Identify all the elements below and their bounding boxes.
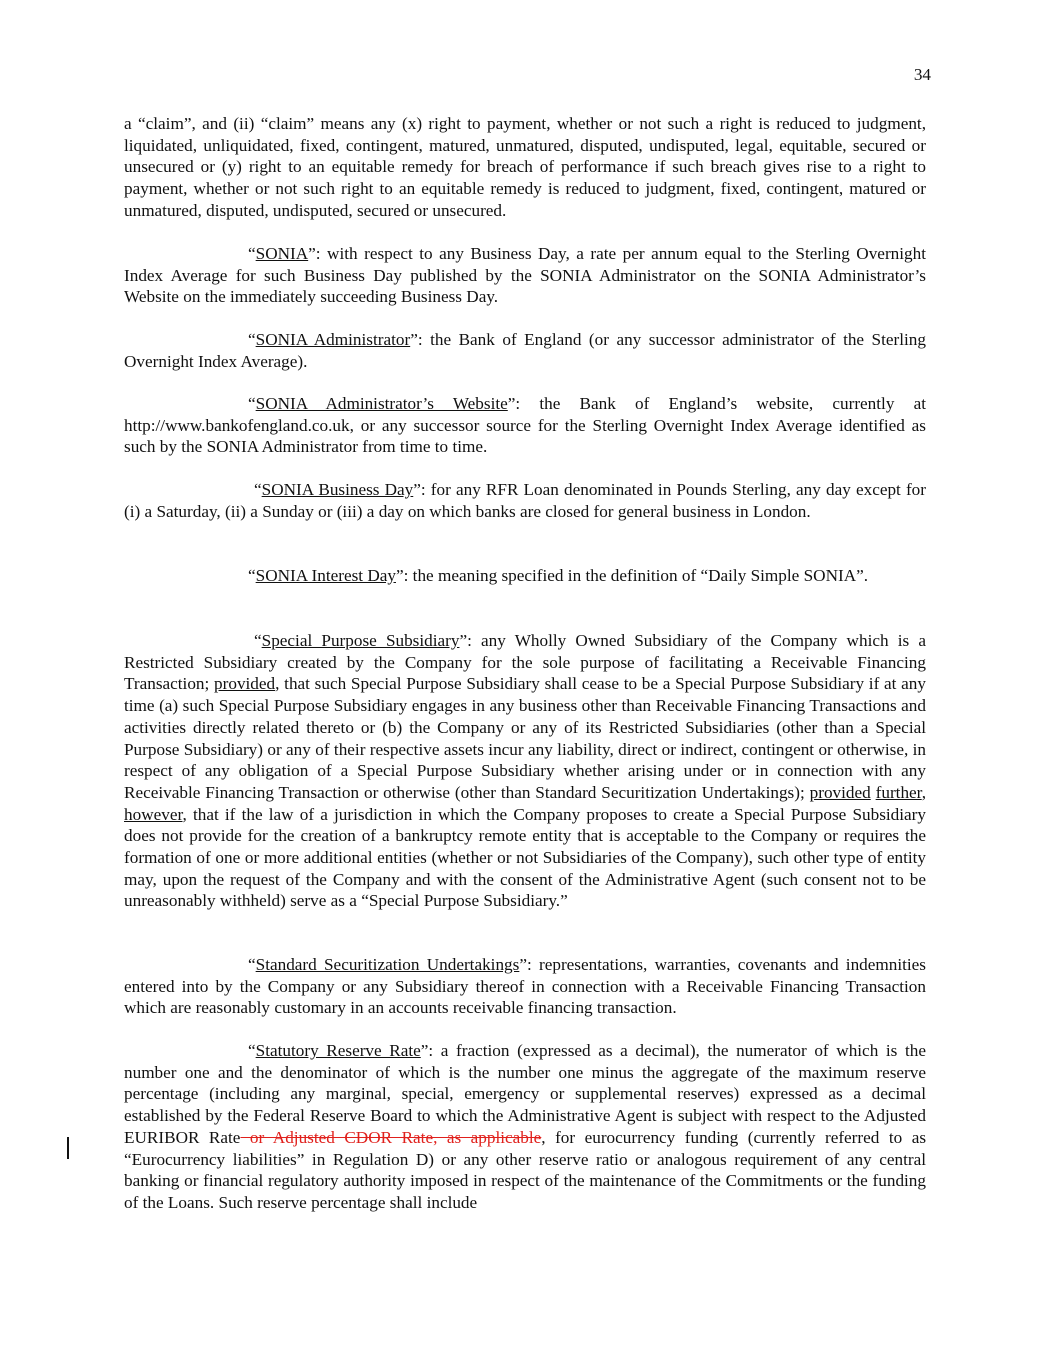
provided-term-2: provided [809,782,871,802]
defined-term-special-purpose-subsidiary: Special Purpose Subsidiary [261,631,460,650]
however-term: however [124,804,183,824]
definition-statutory-reserve-rate: “Statutory Reserve Rate”: a fraction (expressed as a decimal), the numerator of which is the number one and the denominator of which is the number one minus the aggregate of the maximum reserve percentage (including any marginal, special, emergency or supplemental reserves) expressed as a decimal established by the Federal Reserve Board to which the Administrative Agent is subject with respect to the Adjusted EURIBOR Rate or Adjusted CDOR Rate, as applicable, for eurocurrency funding (currently referred to as “Eurocurrency liabilities” in Regulation D) or any other reserve ratio or analogous requirement of any central banking or financial regulatory authority imposed in respect of the maintenance of the Commitments or the funding of the Loans. Such reserve percentage shall include [124,1041,927,1212]
definition-sonia-business-day: “SONIA Business Day”: for any RFR Loan denominated in Pounds Sterling, any day except for (i) a Saturday, (ii) a Sunday or (iii) a day on which banks are closed for general business in London. [124,480,926,521]
defined-term-sonia-interest-day: SONIA Interest Day [255,566,396,585]
definition-sonia-administrator: “SONIA Administrator”: the Bank of England (or any successor administrator of the Sterling Overnight Index Average). [124,330,926,371]
provided-term: provided [214,674,276,694]
defined-term-sonia-administrators-website: SONIA Administrator’s Website [255,394,508,413]
definition-special-purpose-subsidiary: “Special Purpose Subsidiary”: any Wholly Owned Subsidiary of the Company which is a Restricted Subsidiary created by the Company for the sole purpose of facilitating a Receivable Financing Transaction; provided, that such Special Purpose Subsidiary shall cease to be a Special Purpose Subsidiary if at any time (a) such Special Purpose Subsidiary engages in any business other than Receivable Financing Transactions and activities directly related thereto or (b) the Company or any of its Restricted Subsidiaries (other than a Special Purpose Subsidiary) or any of their respective assets incur any liability, direct or indirect, contingent or otherwise, in respect of any obligation of a Special Purpose Subsidiary whether arising under or in connection with any Receivable Financing Transaction or otherwise (other than Standard Securitization Undertakings); provided further, however, that if the law of a jurisdiction in which the Company proposes to create a Special Purpose Subsidiary does not provide for the creation of a bankruptcy remote entity that is acceptable to the Company or requires the formation of one or more additional entities (whether or not Subsidiaries of the Company), such other type of entity may, upon the request of the Company and with the consent of the Administrative Agent (such consent not to be unreasonably withheld) serve as a “Special Purpose Subsidiary.” [124,631,926,911]
defined-term-sonia-business-day: SONIA Business Day [261,480,414,499]
defined-term-sonia-administrator: SONIA Administrator [255,330,411,349]
further-term: further [875,782,922,802]
definition-sonia-interest-day: “SONIA Interest Day”: the meaning specified in the definition of “Daily Simple SONIA”. [248,566,869,585]
defined-term-standard-securitization-undertakings: Standard Securitization Undertakings [255,955,520,974]
definition-sonia-administrators-website: “SONIA Administrator’s Website”: the Bank of England’s website, currently at http://www.bankofengland.co.uk, or any successor source for the Sterling Overnight Index Average identified as such by the SONIA Administrator from time to time. [124,394,926,457]
deleted-text: or Adjusted CDOR Rate, as applicable [240,1127,542,1147]
revision-change-bar [67,1137,69,1159]
definition-standard-securitization-undertakings: “Standard Securitization Undertakings”: representations, warranties, covenants and indemnities entered into by the Company or any Subsidiary thereof in connection with a Receivable Financing Transaction which are reasonably customary in an accounts receivable financing transaction. [124,955,926,1018]
definition-sonia: “SONIA”: with respect to any Business Day, a rate per annum equal to the Sterling Overnight Index Average for such Business Day published by the SONIA Administrator on the SONIA Administrator’s Website on the immediately succeeding Business Day. [124,244,926,307]
defined-term-statutory-reserve-rate: Statutory Reserve Rate [255,1041,421,1060]
paragraph-claim-continuation: a “claim”, and (ii) “claim” means any (x) right to payment, whether or not such a right is reduced to judgment, liquidated, unliquidated, fixed, contingent, matured, unmatured, disputed, undisputed, legal, equitable, secured or unsecured or (y) right to an equitable remedy for breach of performance if such breach gives rise to a right to payment, whether or not such right to an equitable remedy is reduced to judgment, fixed, contingent, matured or unmatured, disputed, undisputed, secured or unsecured. [124,114,926,220]
defined-term-sonia: SONIA [255,244,309,263]
page-number: 34 [913,65,931,84]
